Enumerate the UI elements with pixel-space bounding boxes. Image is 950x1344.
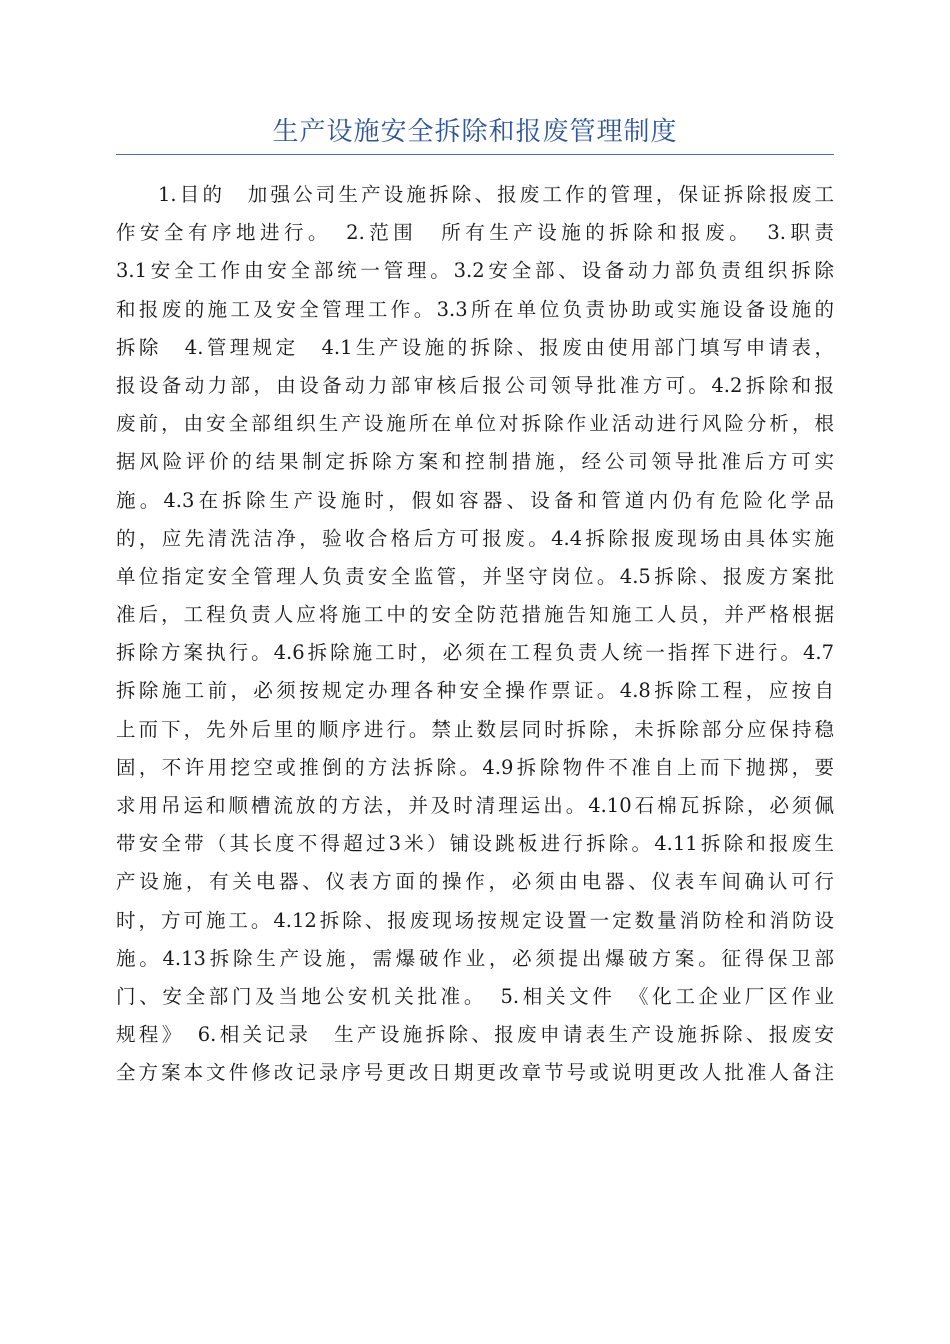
body-line: 和报废的施工及安全管理工作。3.3所在单位负责协助或实施设备设施的 xyxy=(116,297,834,321)
body-line: 产设施，有关电器、仪表方面的操作，必须由电器、仪表车间确认可行 xyxy=(116,870,834,894)
body-line: 规程》 6.相关记录 生产设施拆除、报废申请表生产设施拆除、报废安 xyxy=(116,1023,834,1047)
title-underline xyxy=(116,154,834,155)
body-line: 时，方可施工。4.12拆除、报废现场按规定设置一定数量消防栓和消防设 xyxy=(116,908,834,932)
body-line: 上而下，先外后里的顺序进行。禁止数层同时拆除，未拆除部分应保持稳 xyxy=(116,717,834,741)
body-line: 废前，由安全部组织生产设施所在单位对拆除作业活动进行风险分析，根 xyxy=(116,412,834,436)
body-line: 固，不许用挖空或推倒的方法拆除。4.9拆除物件不准自上而下抛掷，要 xyxy=(116,755,834,779)
body-line: 3.1安全工作由安全部统一管理。3.2安全部、设备动力部负责组织拆除 xyxy=(116,259,834,283)
body-line: 施。4.3在拆除生产设施时，假如容器、设备和管道内仍有危险化学品 xyxy=(116,488,834,512)
body-line: 报设备动力部，由设备动力部审核后报公司领导批准方可。4.2拆除和报 xyxy=(116,373,834,397)
body-line: 拆除施工前，必须按规定办理各种安全操作票证。4.8拆除工程，应按自 xyxy=(116,679,834,703)
body-line: 带安全带（其长度不得超过3米）铺设跳板进行拆除。4.11拆除和报废生 xyxy=(116,832,834,856)
body-line: 单位指定安全管理人负责安全监管，并坚守岗位。4.5拆除、报废方案批 xyxy=(116,564,834,588)
body-line: 1.目的 加强公司生产设施拆除、报废工作的管理，保证拆除报废工 xyxy=(158,183,834,206)
document-body xyxy=(116,176,834,1093)
body-line: 门、安全部门及当地公安机关批准。 5.相关文件 《化工企业厂区作业 xyxy=(116,984,834,1008)
body-line: 求用吊运和顺槽流放的方法，并及时清理运出。4.10石棉瓦拆除，必须佩 xyxy=(116,794,834,817)
body-line: 据风险评价的结果制定拆除方案和控制措施，经公司领导批准后方可实 xyxy=(116,450,834,474)
document-title: 生产设施安全拆除和报废管理制度 xyxy=(272,117,678,147)
body-line: 施。4.13拆除生产设施，需爆破作业，必须提出爆破方案。征得保卫部 xyxy=(116,946,834,970)
body-line: 作安全有序地进行。 2.范围 所有生产设施的拆除和报废。 3.职责 xyxy=(116,221,834,245)
body-line: 的，应先清洗洁净，验收合格后方可报废。4.4拆除报废现场由具体实施 xyxy=(116,526,834,550)
body-line: 拆除方案执行。4.6拆除施工时，必须在工程负责人统一指挥下进行。4.7 xyxy=(116,641,834,665)
body-line: 全方案本文件修改记录序号更改日期更改章节号或说明更改人批准人备注 xyxy=(116,1061,834,1085)
body-line: 拆除 4.管理规定 4.1生产设施的拆除、报废由使用部门填写申请表， xyxy=(116,335,834,359)
body-line: 准后，工程负责人应将施工中的安全防范措施告知施工人员，并严格根据 xyxy=(116,603,834,627)
